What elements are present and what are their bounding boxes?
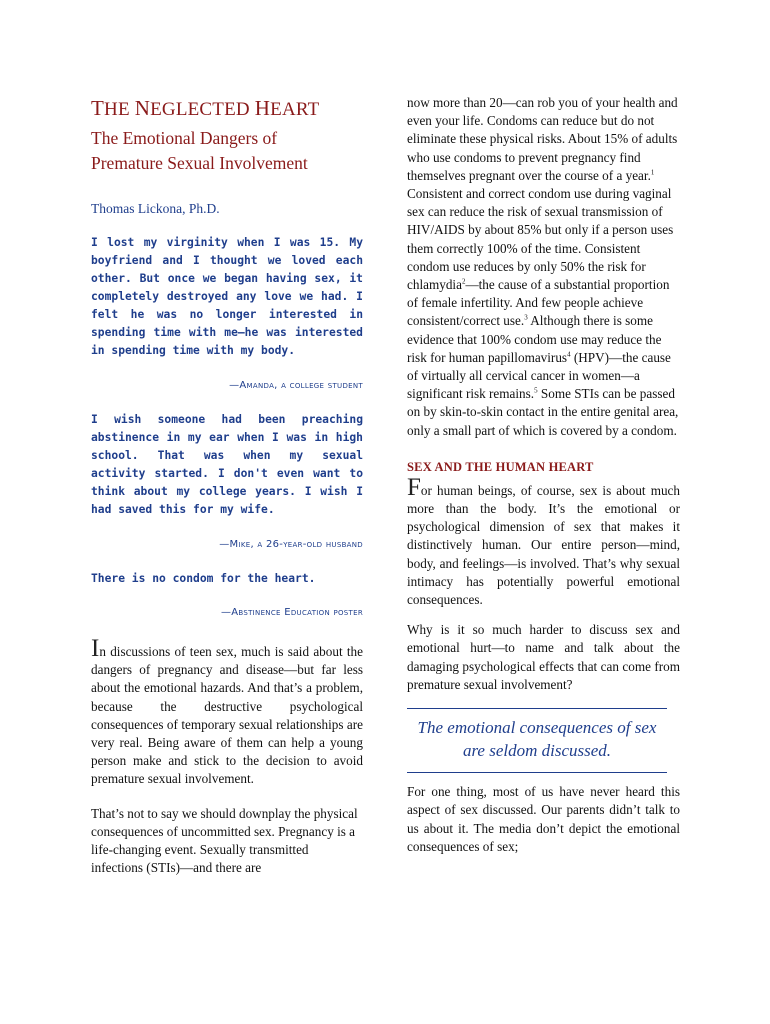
intro-paragraph-text: n discussions of teen sex, much is said about the dangers of pregnancy and disease—but far less about the emotional hazards. And that’s a problem, because the destructive psychological consequences of temporary sexual relationships are very real. Being aware of them can help a young person make and stick to the decision to avoid premature sexual involvement.: [91, 644, 363, 787]
epigraph-quote-1: I lost my virginity when I was 15. My boyfriend and I thought we loved each other. But once we began having sex, it completely destroyed any love we had. I felt he was no longer interested in spending time with me—he was interested in spending time with my body.: [91, 236, 363, 357]
body-paragraph-media: For one thing, most of us have never heard this aspect of sex discussed. Our parents didn’t talk to us about it. The media don’t depict the emotional consequences of sex;: [407, 784, 680, 854]
body-paragraph-condoms: [407, 94, 680, 440]
epigraph-quote-3: There is no condom for the heart.: [91, 572, 316, 585]
right-column: [407, 94, 680, 856]
subtitle-line-1: The Emotional Dangers of: [91, 128, 278, 148]
title-part-the: HE: [104, 99, 135, 120]
condoms-text-d: Although there is some evidence that 100% condom use may reduce the risk for human papillomavirus: [407, 313, 662, 365]
title-part-heart: EART: [270, 99, 320, 120]
footnote-3: 3: [524, 314, 528, 323]
epigraph-attribution-3: —Abstinence Education poster: [220, 607, 363, 618]
body-paragraph-physical: That’s not to say we should downplay the physical consequences of uncommitted sex. Pregnancy is a life-changing event. Sexually transmitted infections (STIs)—and there are: [91, 805, 358, 876]
drop-cap-i: I: [91, 635, 100, 662]
section-heading: SEX AND THE HUMAN HEART: [407, 459, 594, 474]
article-subtitle: [91, 126, 363, 176]
drop-cap-f: F: [407, 473, 421, 501]
title-initial-t: T: [91, 96, 105, 120]
condoms-text-f: Some STIs can be passed on by skin-to-skin contact in the entire genital area, only a small part of which is covered by a condom.: [407, 386, 679, 438]
title-initial-h: H: [254, 96, 271, 120]
footnote-1: 1: [650, 168, 655, 177]
human-heart-text: or human beings, of course, sex is about much more than the body. It’s the emotional or psychological dimension of sex that makes it distinctively human. Our entire person—mind, body, and feelings—is involved. That’s why sexual intimacy has potentially powerful emotional consequences.: [407, 482, 680, 608]
epigraph-attribution-2: —Mike, a 26-year-old husband: [219, 539, 363, 550]
footnote-5: 5: [534, 386, 538, 395]
condoms-text-c: —the cause of a substantial proportion of female infertility. And few people achieve consistent/correct use.: [407, 277, 670, 329]
body-paragraph-question: Why is it so much harder to discuss sex and emotional hurt—to name and talk about the damaging psychological effects that can come from premature sexual involvement?: [407, 622, 680, 692]
author-byline: Thomas Lickona, Ph.D.: [91, 201, 220, 216]
condoms-text-e: (HPV)—the cause of virtually all cervical cancer in women—a significant risk remains.: [407, 349, 671, 402]
footnote-2: 2: [461, 277, 466, 286]
article-title: [91, 96, 363, 122]
title-initial-n: N: [134, 96, 151, 120]
subtitle-line-2: Premature Sexual Involvement: [91, 153, 308, 173]
epigraph-quote-2: I wish someone had been preaching abstinence in my ear when I was in high school. That was when my sexual activity started. I don't even want to think about my college years. I wish I had saved this for my wife.: [91, 413, 363, 516]
epigraph-attribution-1: —Amanda, a college student: [229, 380, 363, 391]
pull-quote: [407, 708, 667, 773]
footnote-4: 4: [567, 350, 571, 359]
title-part-neglected: EGLECTED: [150, 99, 255, 120]
condoms-text-a: now more than 20—can rob you of your health and even your life. Condoms can reduce but do not eliminate these physical risks. About 15% of adults who use condoms to prevent pregnancy find themselves pregnant over the course of a year.: [407, 95, 678, 183]
left-column: [91, 96, 363, 877]
body-paragraph-human-heart: [407, 473, 680, 609]
pull-quote-text: The emotional consequences of sex are seldom discussed.: [417, 718, 657, 761]
intro-paragraph: [91, 635, 363, 789]
condoms-text-b: Consistent and correct condom use during vaginal sex can reduce the risk of sexual transmission of HIV/AIDS by about 85% but only if a person uses them correctly 100% of the time. Consistent condom use reduces by only 50% the risk for chlamydia: [407, 186, 674, 293]
